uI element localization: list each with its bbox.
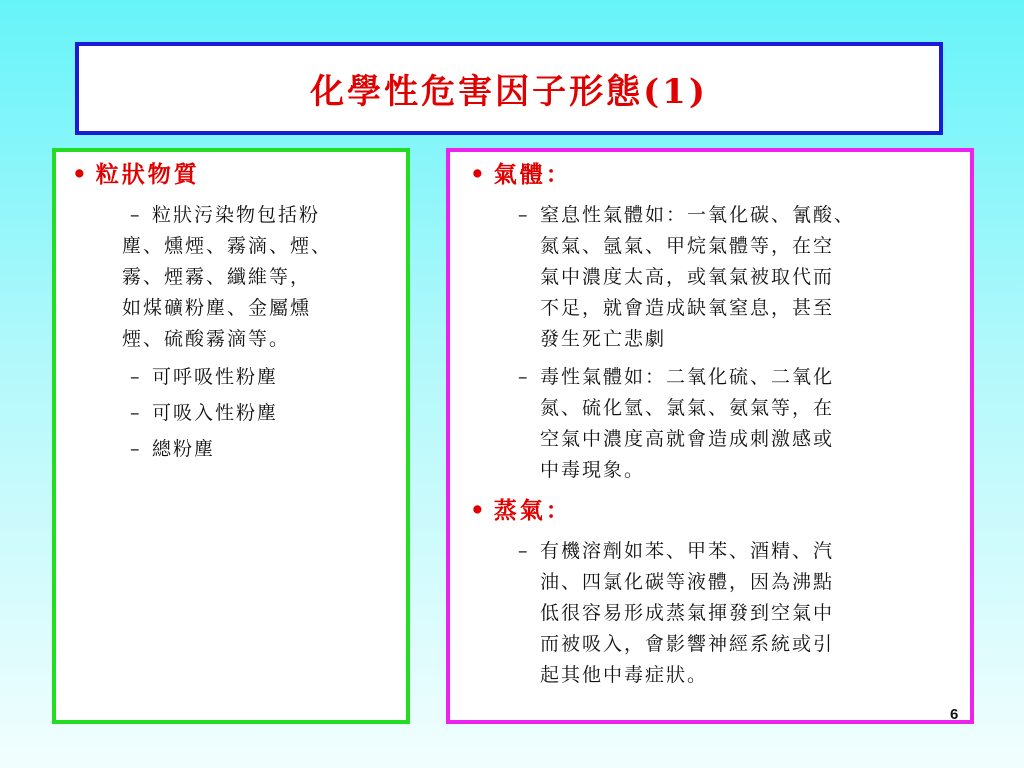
dash-icon: – [518, 366, 530, 388]
text-line: 而被吸入，會影響神經系統或引 [540, 633, 835, 655]
inhalable-dust-item [130, 398, 278, 429]
bullet-dot-icon: • [72, 161, 90, 188]
dash-icon: – [130, 402, 142, 424]
dash-icon: – [130, 204, 142, 226]
vapor-heading [470, 496, 572, 526]
title-box [75, 42, 943, 135]
toxic-gas-item [518, 362, 834, 486]
slide-title: 化學性危害因子形態(1) [310, 72, 708, 112]
dash-icon: – [130, 366, 142, 388]
text-line: 低很容易形成蒸氣揮發到空氣中 [540, 602, 835, 624]
particulate-heading-text: 粒狀物質 [95, 161, 200, 188]
text-line: 如煤礦粉塵、金屬燻 [122, 297, 312, 319]
text-line: 氣中濃度太高，或氧氣被取代而 [540, 266, 835, 288]
text-line: 粒狀污染物包括粉 [152, 204, 321, 226]
text-line: 起其他中毒症狀。 [540, 664, 709, 686]
total-dust-item [130, 434, 215, 465]
asphyxiant-gas-item [518, 200, 855, 355]
text-line: 毒性氣體如：二氧化硫、二氧化 [540, 366, 835, 388]
dash-icon: – [518, 540, 530, 562]
particulate-heading [72, 160, 200, 190]
text-line: 煙、硫酸霧滴等。 [122, 328, 291, 350]
text-line: 可吸入性粉塵 [152, 402, 279, 424]
vapor-heading-text: 蒸氣： [493, 497, 572, 524]
text-line: 霧、煙霧、纖維等， [122, 266, 312, 288]
text-line: 中毒現象。 [540, 459, 646, 481]
particulate-definition-item [122, 200, 333, 355]
page-number: 6 [950, 706, 959, 723]
text-line: 塵、燻煙、霧滴、煙、 [122, 235, 333, 257]
text-line: 可呼吸性粉塵 [152, 366, 279, 388]
organic-solvent-item [518, 536, 834, 691]
bullet-dot-icon: • [470, 161, 488, 188]
text-line: 窒息性氣體如：一氧化碳、氰酸、 [540, 204, 856, 226]
text-line: 總粉塵 [152, 438, 216, 460]
gas-heading-text: 氣體： [493, 161, 572, 188]
text-line: 氮氣、氬氣、甲烷氣體等，在空 [540, 235, 835, 257]
bullet-dot-icon: • [470, 497, 488, 524]
text-line: 發生死亡悲劇 [540, 328, 667, 350]
text-line: 氮、硫化氫、氯氣、氨氣等，在 [540, 397, 835, 419]
dash-icon: – [130, 438, 142, 460]
text-line: 油、四氯化碳等液體，因為沸點 [540, 571, 835, 593]
text-line: 不足，就會造成缺氧窒息，甚至 [540, 297, 835, 319]
gas-heading [470, 160, 572, 190]
text-line: 有機溶劑如苯、甲苯、酒精、汽 [540, 540, 835, 562]
text-line: 空氣中濃度高就會造成刺激感或 [540, 428, 835, 450]
dash-icon: – [518, 204, 530, 226]
respirable-dust-item [130, 362, 278, 393]
